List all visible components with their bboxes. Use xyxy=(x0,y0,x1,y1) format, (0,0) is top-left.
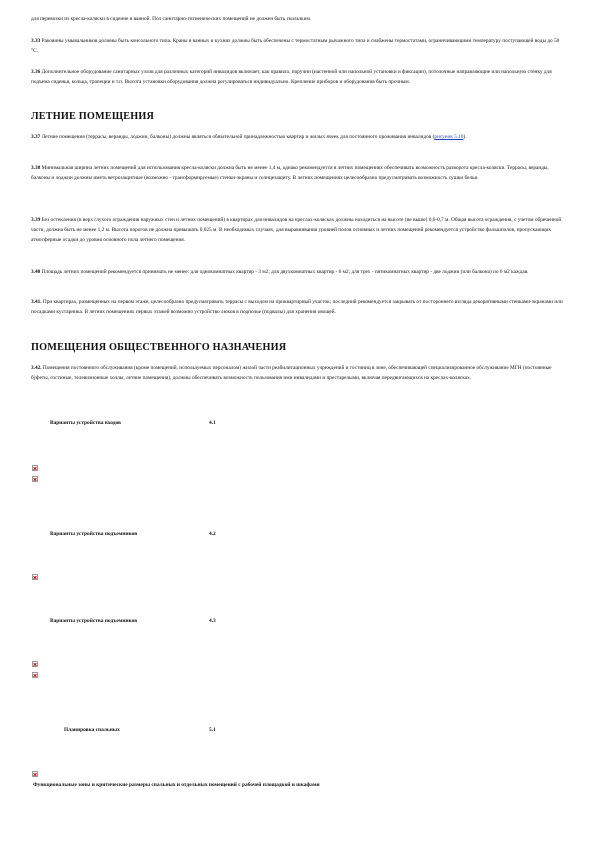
broken-image-icon xyxy=(32,771,38,777)
figure-number: 4.2 xyxy=(209,531,216,537)
paragraph-3-38: 3.38 Минимальная ширина летних помещений для использования кресла-коляски должна быть не менее 1,4 м, однако рекомендуется в летних помещениях обеспечивать возможность разворота кресла-коляски. Террасы, веранды, балконы и лоджии должны иметь ветрозащитные (возможно - трансформируемые) стенки-экраны и солнцезащиту. В летних помещениях целесообразно предусматривать возможность сушки белья. xyxy=(31,165,549,181)
figure-caption: Функциональные зоны и критические размеры спальных и отдельных помещений с рабочей площадкой и шкафами xyxy=(33,782,320,788)
paragraph-3-42: 3.42. Помещения постоянного обслуживания (кроме помещений, используемых персоналом) жилой части реабилитационных учреждений и гостиниц в зоне, обеспечивающей специализированное обслуживание МГН (постоянные буфеты, гостиные, телевизионные холлы, летние помещения), должны обеспечивать возможность пользования ими инвалидами и престарелыми, включая передвигающихся на креслах-колясках. xyxy=(31,365,552,381)
clause-number: 3.38 xyxy=(31,165,41,171)
clause-number: 3.33 xyxy=(31,38,41,44)
clause-number: 3.42. xyxy=(31,365,42,371)
figure-number: 5.1 xyxy=(209,727,216,733)
figure-number: 4.3 xyxy=(209,618,216,624)
paragraph-3-37: 3.37 Летние помещения (террасы, веранды, лоджии, балконы) должны являться обязательной принадлежностью квартир и жилых ячеек для постоянного проживания инвалидов (рисунок 5.10). xyxy=(31,134,467,140)
figure-label: Варианты устройства подъемников xyxy=(50,531,138,537)
clause-number: 3.39 xyxy=(31,217,41,223)
broken-image-icon xyxy=(32,672,38,678)
broken-image-icon xyxy=(32,476,38,482)
paragraph-3-33: 3.33 Раковины умывальников должны быть консольного типа. Краны в ванных и кухнях должны быть обеспечены с термостатным рычажного типа и снабжены термостатами, ограничивающими температуру поступающей воды до 50 °С. xyxy=(31,38,560,54)
clause-number: 3.37 xyxy=(31,134,41,140)
broken-image-icon xyxy=(32,661,38,667)
broken-image-icon xyxy=(32,465,38,471)
paragraph-3-40: 3.40 Площадь летних помещений рекомендуется принимать не менее: для однокомнатных квартир - 3 м2; для двухкомнатных квартир - 6 м2; для трех - пятикомнатных квартир - две лоджии (или балкона) по 6 м2 каждая. xyxy=(31,269,529,275)
figure-link[interactable]: рисунок 5.10 xyxy=(434,134,464,140)
figure-label: Варианты устройства входов xyxy=(50,420,121,426)
paragraph-3-41: 3.41. При квартирах, размещенных на первом этаже, целесообразно предусматривать террасы с выходом на приквартирный участок; последний рекомендуется закрывать от постороннего взгляда декоративными стенками-экранами или посадками кустарника. В летних помещениях первых этажей возможно устройство люков в подполье (подвалы) для хранения овощей. xyxy=(31,299,563,315)
broken-image-icon xyxy=(32,574,38,580)
heading-summer-rooms: ЛЕТНИЕ ПОМЕЩЕНИЯ xyxy=(31,111,155,122)
figure-label: Планировка спальных xyxy=(64,727,120,733)
clause-number: 3.36 xyxy=(31,69,41,75)
figure-label: Варианты устройства подъемников xyxy=(50,618,138,624)
clause-number: 3.40 xyxy=(31,269,41,275)
clause-number: 3.41. xyxy=(31,299,42,305)
paragraph-3-36: 3.36 Дополнительное оборудование санитарных узлов для различных категорий инвалидов включает, как правило, поручни (настенной или напольной установки и фиксации), потолочные направляющие или напольную стенку для подъема сиденья, кольца, трапеции и т.п. Высота установки оборудования должна регулироваться индивидуально. Крепление приборов и оборудования быть прочным. xyxy=(31,69,552,85)
heading-public-rooms: ПОМЕЩЕНИЯ ОБЩЕСТВЕННОГО НАЗНАЧЕНИЯ xyxy=(31,342,287,353)
paragraph-3-39: 3.39 Без остекления (в верх глухого ограждения наружных стен и летних помещений) в квартирах для инвалидов на креслах-колясках должны находиться на высоте (не выше) 0,6-0,7 м. Общая высота ограждения, с учетом обреченной части, должна быть не менее 1,2 м. Высота порогов не должна превышать 0,025 м. В необходимых случаях, для выравнивания уровней полов основных и летних помещений рекомендуется устройство фальшполов, пропускающих атмосферные осадки до уровня основного пола летнего помещения. xyxy=(31,217,562,243)
paragraph-continuation: для перевозки из кресла-коляски в сидение в ванной. Пол санитарно-гигиенических помещений не должен быть скользким. xyxy=(31,16,312,22)
figure-number: 4.1 xyxy=(209,420,216,426)
